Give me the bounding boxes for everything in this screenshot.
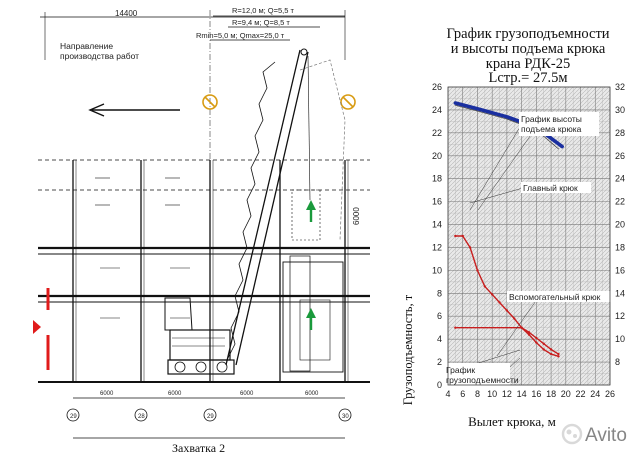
series-point: [557, 355, 559, 357]
y2-tick-label: 12: [615, 311, 626, 322]
x-tick-label: 16: [531, 389, 542, 399]
x-tick-label: 4: [445, 389, 451, 399]
x-tick-label: 14: [516, 389, 527, 399]
crane-base: [165, 298, 234, 374]
y2-tick-label: 20: [615, 219, 626, 230]
lift-arrow-upper: [306, 200, 316, 222]
series-point: [462, 235, 464, 237]
annotation-capacity-graph-line1: График: [446, 365, 476, 375]
series-point: [476, 269, 478, 271]
crane-param-r12: R=12,0 м; Q=5,5 т: [232, 6, 294, 15]
y2-tick-label: 8: [615, 357, 621, 368]
y2-tick-label: 22: [615, 196, 626, 207]
hoist-rope: [308, 56, 310, 200]
x-tick-label: 10: [487, 389, 498, 399]
crane-layout-drawing: [33, 10, 370, 438]
boom-head-sheave: [301, 49, 307, 55]
x-axis-label: Вылет крюка, м: [468, 414, 556, 429]
y2-tick-label: 16: [615, 265, 626, 276]
y2-tick-label: 14: [615, 288, 626, 299]
y-tick-label: 6: [436, 311, 442, 322]
annotation-height-graph-line1: График высоты: [521, 114, 582, 124]
x-tick-label: 22: [575, 389, 586, 399]
x-tick-label: 24: [590, 389, 601, 399]
axis-mark-3: 29: [207, 414, 214, 420]
y-tick-label: 20: [431, 150, 442, 161]
y2-tick-label: 10: [615, 334, 626, 345]
y-tick-label: 2: [436, 357, 442, 368]
boom-envelope: [300, 60, 345, 240]
series-point: [491, 293, 493, 295]
y-tick-label: 8: [436, 288, 442, 299]
y-tick-label: 4: [436, 334, 442, 345]
y2-tick-label: 24: [615, 173, 626, 184]
avito-watermark: [563, 425, 627, 446]
series-point: [528, 331, 530, 333]
bay-dim-2: 6000: [168, 391, 182, 397]
bay-dim-1: 6000: [100, 391, 114, 397]
x-tick-label: 20: [560, 389, 571, 399]
series-point: [469, 246, 471, 248]
bay-dim-4: 6000: [305, 391, 319, 397]
series-point: [557, 353, 559, 355]
y-axis-label: Грузоподъемность, т: [401, 294, 415, 406]
annotation-aux-hook: Вспомогательный крюк: [509, 292, 601, 302]
y2-tick-label: 18: [615, 242, 626, 253]
series-point: [454, 326, 456, 328]
panel-inner: [300, 300, 330, 360]
series-point: [506, 309, 508, 311]
lifted-load-outline: [292, 190, 320, 240]
section-marker: [33, 288, 48, 370]
overall-dim-label: 14400: [115, 9, 138, 18]
y2-tick-label: 30: [615, 104, 626, 115]
series-point: [454, 235, 456, 237]
direction-label-line1: Направление: [60, 41, 114, 51]
y-tick-label: 0: [436, 380, 442, 390]
y-tick-label: 14: [431, 219, 442, 230]
watermark-text: Avito: [585, 425, 627, 446]
series-point: [498, 301, 500, 303]
crane-param-r9: R=9,4 м; Q=8,5 т: [232, 18, 290, 27]
axis-mark-2: 28: [138, 414, 145, 420]
height-dim-label: 6000: [352, 207, 361, 225]
x-tick-label: 6: [460, 389, 466, 399]
chart-title-line2: и высоты подъема крюка: [450, 41, 606, 57]
annotation-height-graph-line2: подъема крюка: [521, 124, 582, 134]
series-point: [520, 326, 522, 328]
annotation-main-hook: Главный крюк: [523, 183, 578, 193]
chart-title-line4: Lстр.= 27.5м: [488, 70, 568, 86]
y2-tick-label: 28: [615, 127, 626, 138]
x-tick-label: 18: [546, 389, 557, 399]
y-tick-label: 16: [431, 196, 442, 207]
series-point: [543, 348, 545, 350]
y-tick-label: 26: [431, 82, 442, 92]
x-tick-label: 12: [501, 389, 512, 399]
chart-title-line3: крана РДК-25: [485, 56, 571, 72]
crane-param-rmin: Rmin=5,0 м; Qmax=25,0 т: [196, 31, 285, 40]
x-tick-label: 8: [474, 389, 480, 399]
x-tick-label: 26: [604, 389, 616, 399]
y-tick-label: 24: [431, 104, 442, 115]
lift-arrow-lower: [306, 308, 316, 330]
y-tick-label: 10: [431, 265, 442, 276]
axis-mark-1: 29: [70, 414, 77, 420]
axis-mark-4: 30: [342, 414, 349, 420]
y2-tick-label: 32: [615, 82, 626, 92]
building-columns: [73, 160, 348, 382]
series-point: [513, 317, 515, 319]
direction-label-line2: производства работ: [60, 51, 140, 61]
series-point: [550, 348, 552, 350]
series-point: [535, 341, 537, 343]
y-tick-label: 22: [431, 127, 442, 138]
section-label: Захватка 2: [172, 441, 226, 455]
y2-tick-label: 26: [615, 150, 626, 161]
y-tick-label: 12: [431, 242, 442, 253]
no-entry-sign-right: [341, 95, 355, 109]
annotation-capacity-graph-line2: грузоподъемности: [446, 375, 519, 385]
series-point: [543, 343, 545, 345]
crane-boom: [226, 50, 308, 365]
series-point: [484, 285, 486, 287]
bay-dim-3: 6000: [240, 391, 254, 397]
series-point: [535, 337, 537, 339]
series-point: [550, 353, 552, 355]
y-tick-label: 18: [431, 173, 442, 184]
chart-title-line1: График грузоподъемности: [446, 26, 610, 42]
